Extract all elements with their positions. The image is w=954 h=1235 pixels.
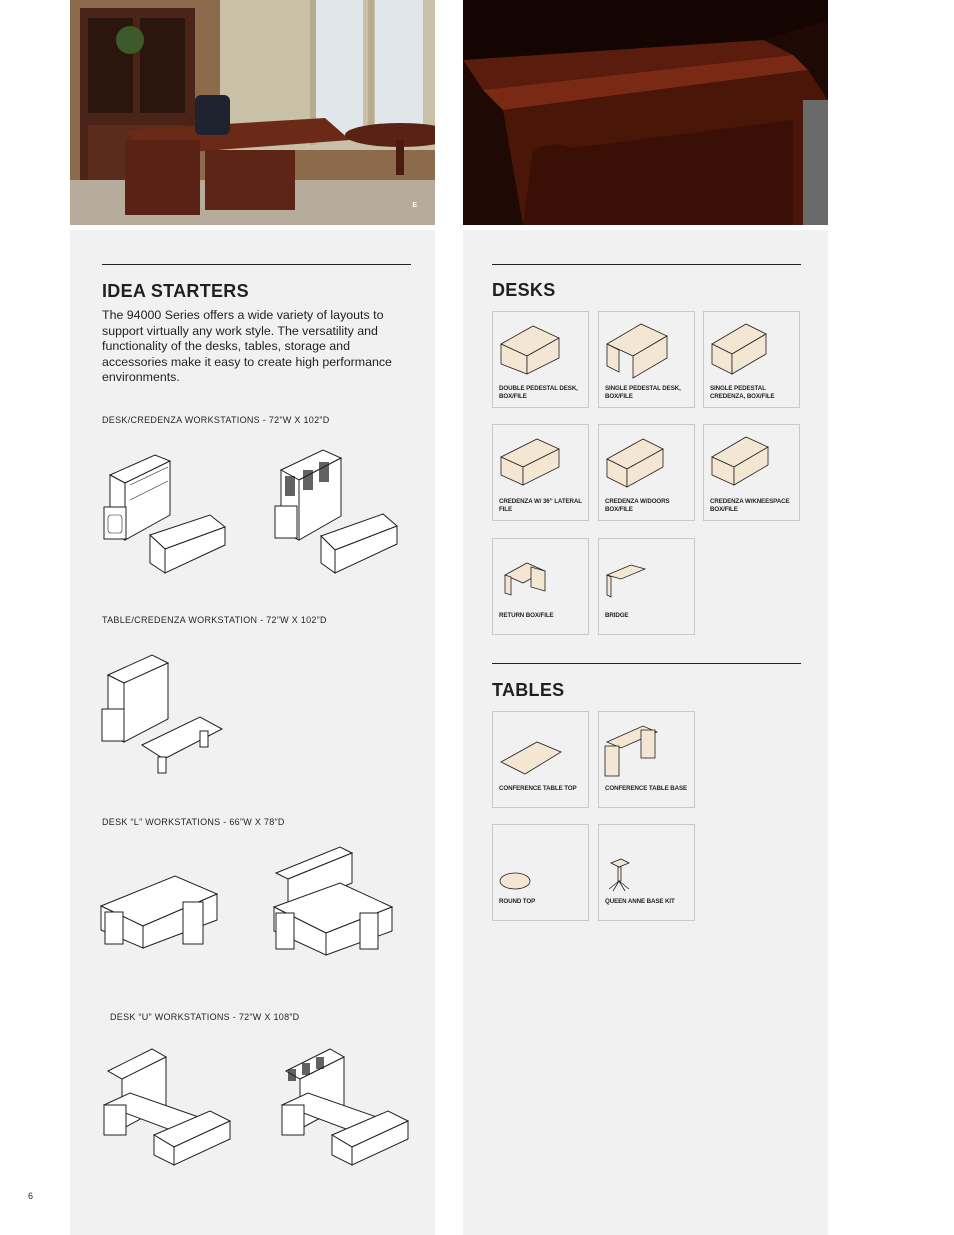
desk-tile-single-pedestal-credenza[interactable] <box>703 311 800 408</box>
credenza-kneespace-icon <box>704 425 801 497</box>
desk-tile-label: BRIDGE <box>605 612 629 619</box>
page-number: 6 <box>28 1191 34 1201</box>
office-photo-illustration <box>70 0 435 225</box>
table-tile-conference-top[interactable] <box>492 711 589 808</box>
round-top-icon <box>493 825 590 897</box>
table-tile-label: CONFERENCE TABLE BASE <box>605 785 688 792</box>
conference-table-top-icon <box>493 712 590 784</box>
office-photo <box>70 0 435 225</box>
single-pedestal-credenza-icon <box>704 312 801 384</box>
workstation-drawing-desk-l-2 <box>270 843 395 958</box>
desk-tile-credenza-lateral-file[interactable] <box>492 424 589 521</box>
workstation-drawing-table-credenza <box>100 647 230 777</box>
workstation-drawing-desk-u-1 <box>100 1043 235 1168</box>
desk-detail-photo <box>463 0 828 225</box>
return-box-file-icon <box>493 539 590 611</box>
desk-tile-label: SINGLE PEDESTAL CREDENZA, BOX/FILE <box>710 385 775 400</box>
double-pedestal-desk-icon <box>493 312 590 384</box>
desk-tile-label: DOUBLE PEDESTAL DESK, BOX/FILE <box>499 385 578 400</box>
desk-detail-illustration <box>463 0 828 225</box>
desk-tile-double-pedestal[interactable] <box>492 311 589 408</box>
desks-rule <box>492 264 801 265</box>
photo-caption-letter: E <box>412 202 417 209</box>
table-tile-round-top[interactable] <box>492 824 589 921</box>
desk-tile-credenza-doors[interactable] <box>598 424 695 521</box>
section-label-table-credenza: TABLE/CREDENZA WORKSTATION - 72”W X 102”D <box>102 615 327 625</box>
table-tile-conference-base[interactable] <box>598 711 695 808</box>
desks-title: DESKS <box>492 280 556 300</box>
workstation-drawing-desk-credenza-1 <box>100 445 230 575</box>
conference-table-base-icon <box>599 712 696 784</box>
tables-title: TABLES <box>492 680 565 700</box>
desk-tile-label: CREDENZA W/ 36” LATERAL FILE <box>499 498 582 513</box>
bridge-icon <box>599 539 696 611</box>
workstation-drawing-desk-u-2 <box>278 1043 413 1168</box>
desk-tile-label: RETURN BOX/FILE <box>499 612 554 619</box>
idea-starters-rule <box>102 264 411 265</box>
credenza-doors-icon <box>599 425 696 497</box>
desk-tile-return[interactable] <box>492 538 589 635</box>
queen-anne-base-icon <box>599 825 696 897</box>
desk-tile-label: CREDENZA W/DOORS BOX/FILE <box>605 498 670 513</box>
table-tile-queen-anne-base[interactable] <box>598 824 695 921</box>
desk-tile-label: CREDENZA W/KNEESPACE BOX/FILE <box>710 498 790 513</box>
table-tile-label: QUEEN ANNE BASE KIT <box>605 898 675 905</box>
idea-starters-title: IDEA STARTERS <box>102 281 249 301</box>
credenza-lateral-file-icon <box>493 425 590 497</box>
desk-tile-label: SINGLE PEDESTAL DESK, BOX/FILE <box>605 385 681 400</box>
tables-rule <box>492 663 801 664</box>
desk-tile-single-pedestal[interactable] <box>598 311 695 408</box>
table-tile-label: ROUND TOP <box>499 898 536 905</box>
workstation-drawing-desk-credenza-2 <box>273 440 403 575</box>
desk-tile-bridge[interactable] <box>598 538 695 635</box>
section-label-desk-l: DESK “L” WORKSTATIONS - 66”W X 78”D <box>102 817 285 827</box>
desk-tile-credenza-kneespace[interactable] <box>703 424 800 521</box>
workstation-drawing-desk-l-1 <box>97 868 222 953</box>
section-label-desk-u: DESK “U” WORKSTATIONS - 72”W X 108”D <box>110 1012 300 1022</box>
idea-starters-body: The 94000 Series offers a wide variety of layouts to support virtually any work style. The versatility and functionality of the desks, tables, storage and accessories make it easy to create high performance environments. <box>102 308 392 385</box>
table-tile-label: CONFERENCE TABLE TOP <box>499 785 577 792</box>
single-pedestal-desk-icon <box>599 312 696 384</box>
section-label-desk-credenza: DESK/CREDENZA WORKSTATIONS - 72”W X 102”D <box>102 415 330 425</box>
